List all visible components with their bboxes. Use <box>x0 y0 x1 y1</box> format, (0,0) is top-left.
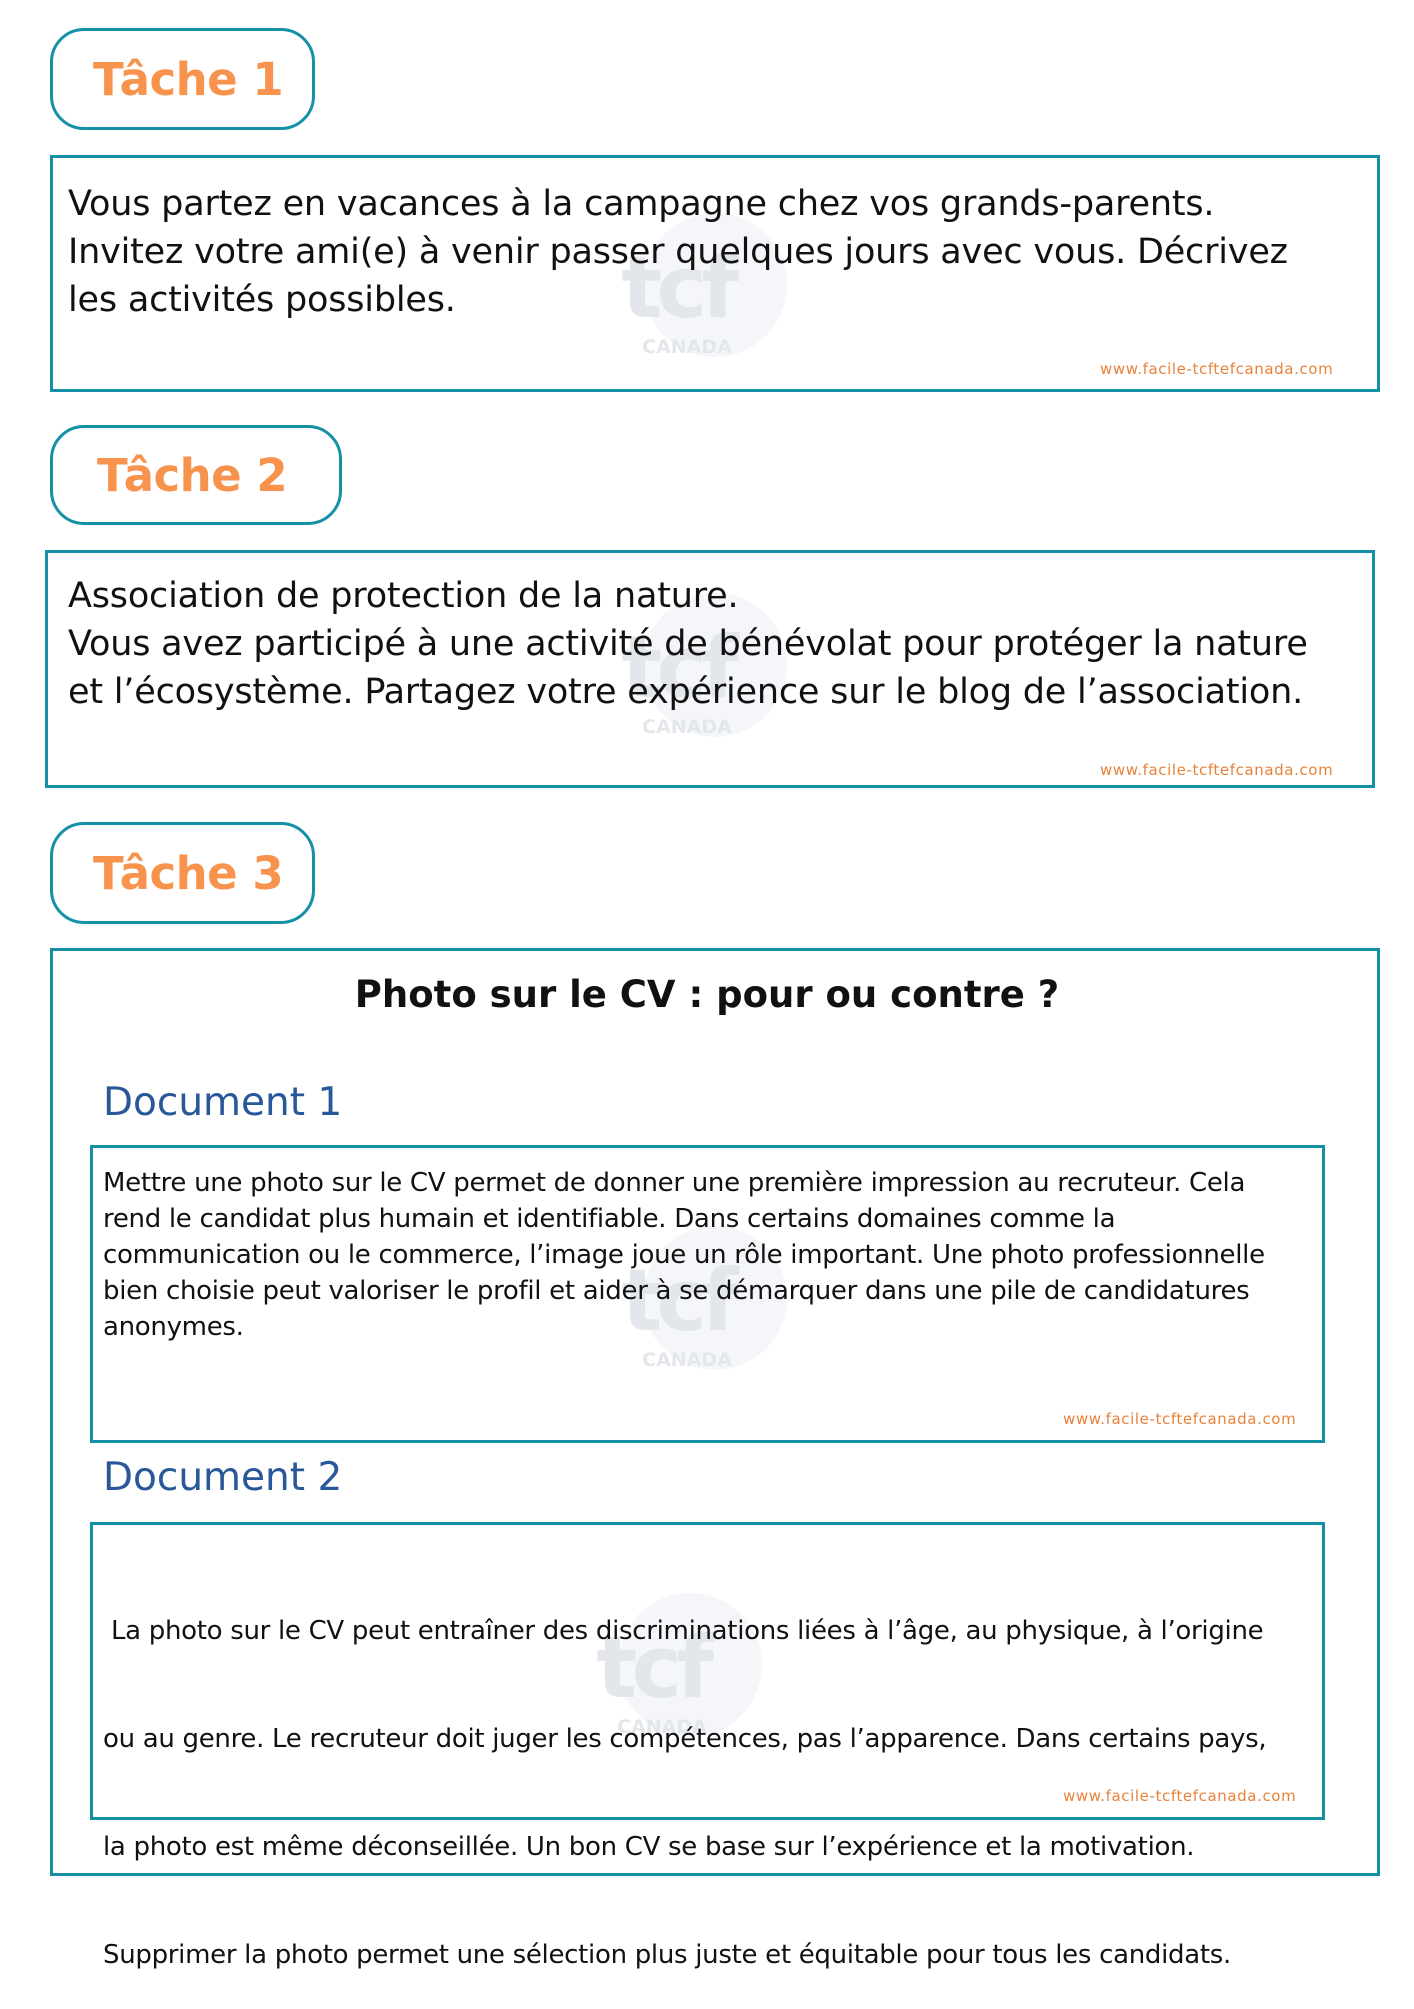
task-1-label-pill <box>50 28 315 130</box>
task-3-title: Photo sur le CV : pour ou contre ? <box>354 973 1060 1016</box>
task-2-line: et l’écosystème. Partagez votre expérience sur le blog de l’association. <box>68 672 1304 712</box>
task-1-text <box>68 180 1288 324</box>
task-1-label: Tâche 1 <box>93 52 284 106</box>
task-3-label-pill <box>50 822 315 924</box>
task-2-label-pill <box>50 425 342 525</box>
document-1-text <box>103 1165 1265 1345</box>
document-2-line: la photo est même déconseillée. Un bon CV se base sur l’expérience et la motivation. <box>103 1832 1195 1862</box>
task-3-label: Tâche 3 <box>93 846 284 900</box>
document-2-line: La photo sur le CV peut entraîner des discriminations liées à l’âge, au physique, à l’origine <box>103 1616 1264 1646</box>
task-2-line: Association de protection de la nature. <box>68 576 739 616</box>
document-1-title: Document 1 <box>103 1080 343 1125</box>
task-2-line: Vous avez participé à une activité de bénévolat pour protéger la nature <box>68 624 1308 664</box>
task-1-line: Invitez votre ami(e) à venir passer quelques jours avec vous. Décrivez <box>68 232 1288 272</box>
task-1-line: Vous partez en vacances à la campagne chez vos grands-parents. <box>68 184 1215 224</box>
website-url: www.facile-tcftefcanada.com <box>1100 761 1334 779</box>
task-2-text <box>68 572 1308 716</box>
task-1-line: les activités possibles. <box>68 280 456 320</box>
document-1-line: communication ou le commerce, l’image joue un rôle important. Une photo professionnelle <box>103 1240 1265 1270</box>
document-2-line: Supprimer la photo permet une sélection plus juste et équitable pour tous les candidats. <box>103 1940 1231 1970</box>
task-2-label: Tâche 2 <box>97 448 288 502</box>
website-url: www.facile-tcftefcanada.com <box>1063 1787 1297 1805</box>
document-1-line: bien choisie peut valoriser le profil et aider à se démarquer dans une pile de candidatures <box>103 1276 1250 1306</box>
document-1-line: anonymes. <box>103 1312 244 1342</box>
document-2-line: ou au genre. Le recruteur doit juger les compétences, pas l’apparence. Dans certains pays, <box>103 1724 1267 1754</box>
website-url: www.facile-tcftefcanada.com <box>1063 1410 1297 1428</box>
document-1-line: Mettre une photo sur le CV permet de donner une première impression au recruteur. Cela <box>103 1168 1246 1198</box>
website-url: www.facile-tcftefcanada.com <box>1100 360 1334 378</box>
document-2-text <box>103 1541 1266 2009</box>
document-1-line: rend le candidat plus humain et identifiable. Dans certains domaines comme la <box>103 1204 1116 1234</box>
document-2-title: Document 2 <box>103 1455 343 1500</box>
